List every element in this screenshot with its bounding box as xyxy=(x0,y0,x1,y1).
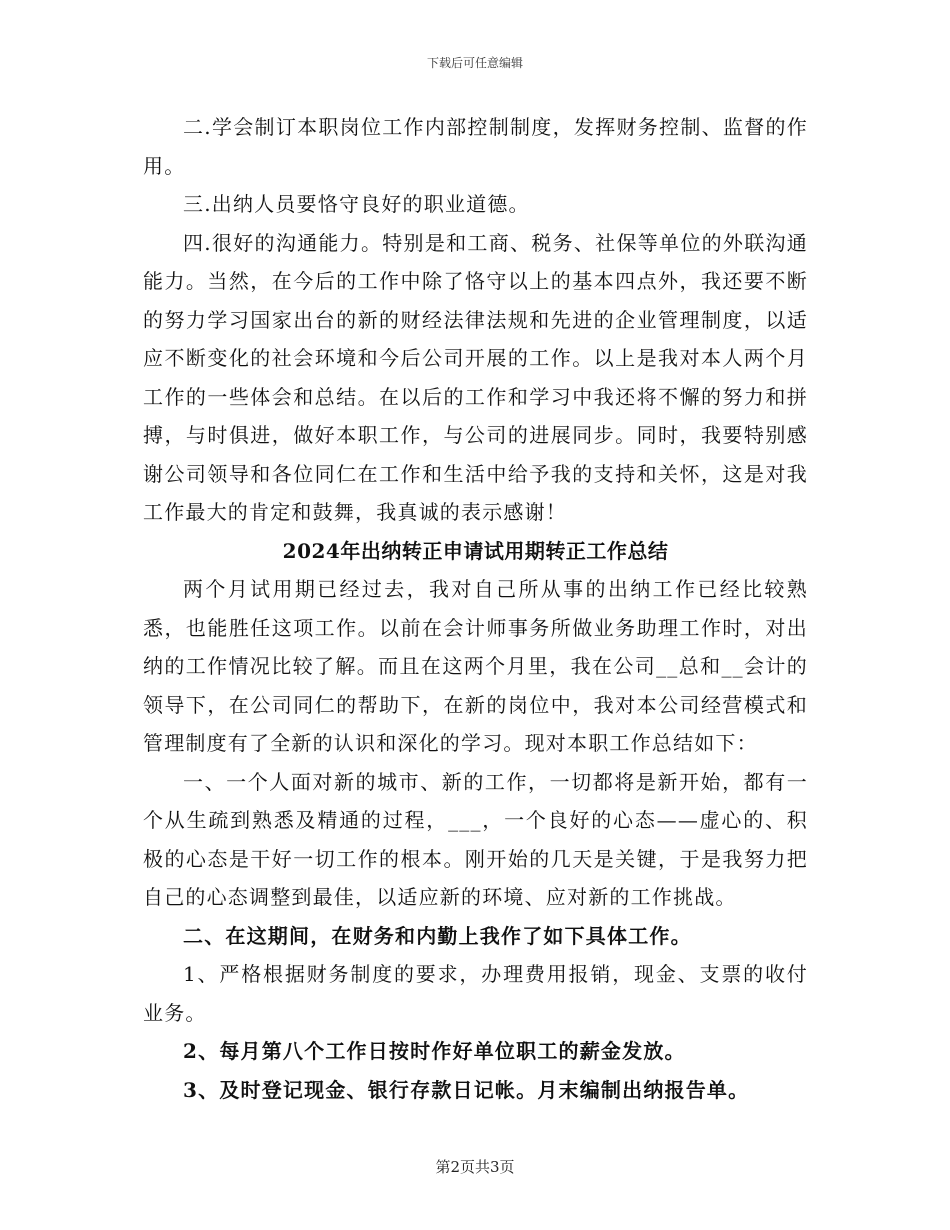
list-item-2: 2、每月第八个工作日按时作好单位职工的薪金发放。 xyxy=(183,1039,686,1063)
page-header: 下载后可任意编辑 xyxy=(426,56,523,70)
paragraph-item-2: 二.学会制订本职岗位工作内部控制制度，发挥财务控制、监督的作用。 xyxy=(143,115,808,178)
paragraph-point-1: 一、一个人面对新的城市、新的工作，一切都将是新开始，都有一个从生疏到熟悉及精通的过程，___，一个良好的心态——虚心的、积极的心态是干好一切工作的根本。刚开始的几天是关键，于是我努力把自己的心态调整到最佳，以适应新的环境、应对新的工作挑战。 xyxy=(143,769,808,909)
document-body xyxy=(143,108,808,1109)
paragraph-item-3: 三.出纳人员要恪守良好的职业道德。 xyxy=(183,192,530,216)
section-title: 2024年出纳转正申请试用期转正工作总结 xyxy=(282,538,669,563)
paragraph-point-2-heading: 二、在这期间，在财务和内勤上我作了如下具体工作。 xyxy=(183,923,692,948)
paragraph-item-4: 四.很好的沟通能力。特别是和工商、税务、社保等单位的外联沟通能力。当然，在今后的工作中除了恪守以上的基本四点外，我还要不断的努力学习国家出台的新的财经法律法规和先进的企业管理制度，以适应不断变化的社会环境和今后公司开展的工作。以上是我对本人两个月工作的一些体会和总结。在以后的工作和学习中我还将不懈的努力和拼搏，与时俱进，做好本职工作，与公司的进展同步。同时，我要特别感谢公司领导和各位同仁在工作和生活中给予我的支持和关怀，这是对我工作最大的肯定和鼓舞，我真诚的表示感谢！ xyxy=(143,230,808,524)
page-number: 第2页共3页 xyxy=(435,1158,515,1176)
list-item-1: 1、严格根据财务制度的要求，办理费用报销，现金、支票的收付业务。 xyxy=(143,962,808,1025)
list-item-3: 3、及时登记现金、银行存款日记帐。月末编制出纳报告单。 xyxy=(183,1077,750,1102)
intro-paragraph: 两个月试用期已经过去，我对自己所从事的出纳工作已经比较熟悉，也能胜任这项工作。以前在会计师事务所做业务助理工作时，对出纳的工作情况比较了解。而且在这两个月里，我在公司__总和__会计的领导下，在公司同仁的帮助下，在新的岗位中，我对本公司经营模式和管理制度有了全新的认识和深化的学习。现对本职工作总结如下： xyxy=(143,577,808,755)
